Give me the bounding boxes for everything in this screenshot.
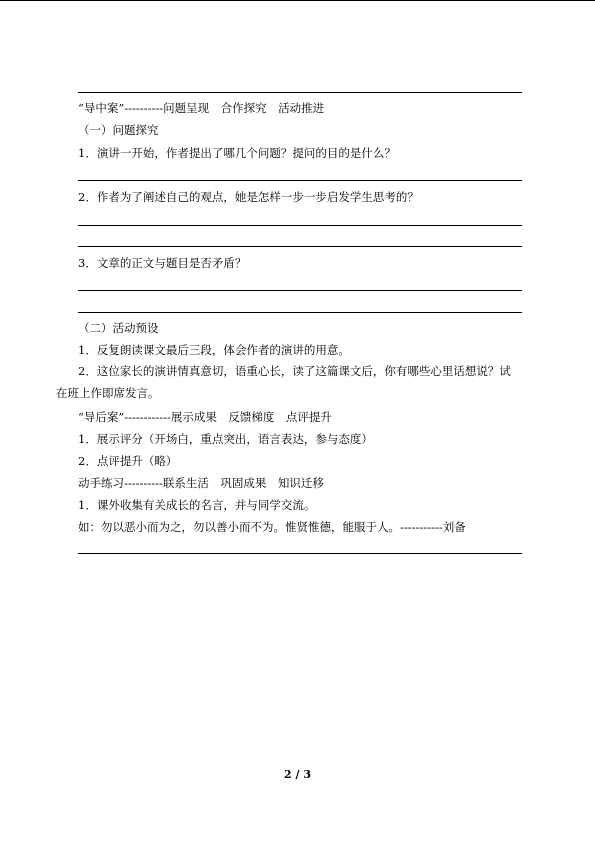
- daozhong-heading: “导中案”----------问题呈现 合作探究 活动推进: [78, 101, 325, 115]
- answer-line: [78, 312, 522, 313]
- answer-line: [78, 225, 522, 226]
- part1-heading: （一）问题探究: [78, 123, 159, 137]
- answer-line: [78, 180, 522, 181]
- step-1: 1．展示评分（开场白，重点突出，语言表达，参与态度）: [78, 432, 373, 446]
- answer-line: [78, 553, 522, 554]
- step-2: 2．点评提升（略）: [78, 454, 178, 468]
- practice-heading: 动手练习----------联系生活 巩固成果 知识迁移: [78, 476, 324, 490]
- question-1: 1．演讲一开始，作者提出了哪几个问题？提问的目的是什么？: [78, 146, 396, 160]
- page-top-border: [0, 0, 595, 1]
- practice-1: 1．课外收集有关成长的名言，并与同学交流。: [78, 498, 316, 512]
- answer-line: [78, 290, 522, 291]
- question-3: 3．文章的正文与题目是否矛盾？: [78, 256, 247, 270]
- part2-heading: （二）活动预设: [78, 321, 159, 335]
- example-quote: 如：勿以恶小而为之，勿以善小而不为。惟贤惟德，能服于人。-----------刘备: [78, 520, 466, 534]
- activity-2: [56, 360, 522, 404]
- page-number: 2 / 3: [284, 768, 311, 781]
- separator-rule: [78, 92, 522, 93]
- question-2: 2．作者为了阐述自己的观点，她是怎样一步一步启发学生思考的？: [78, 190, 419, 204]
- answer-line: [78, 246, 522, 247]
- activity-2-text: 2．这位家长的演讲情真意切，语重心长，读了这篇课文后，你有哪些心里话想说？试在班上作即席发言。: [56, 364, 511, 400]
- activity-1: 1．反复朗读课文最后三段，体会作者的演讲的用意。: [78, 343, 350, 357]
- daohou-heading: “导后案”------------展示成果 反馈梯度 点评提升: [78, 410, 332, 424]
